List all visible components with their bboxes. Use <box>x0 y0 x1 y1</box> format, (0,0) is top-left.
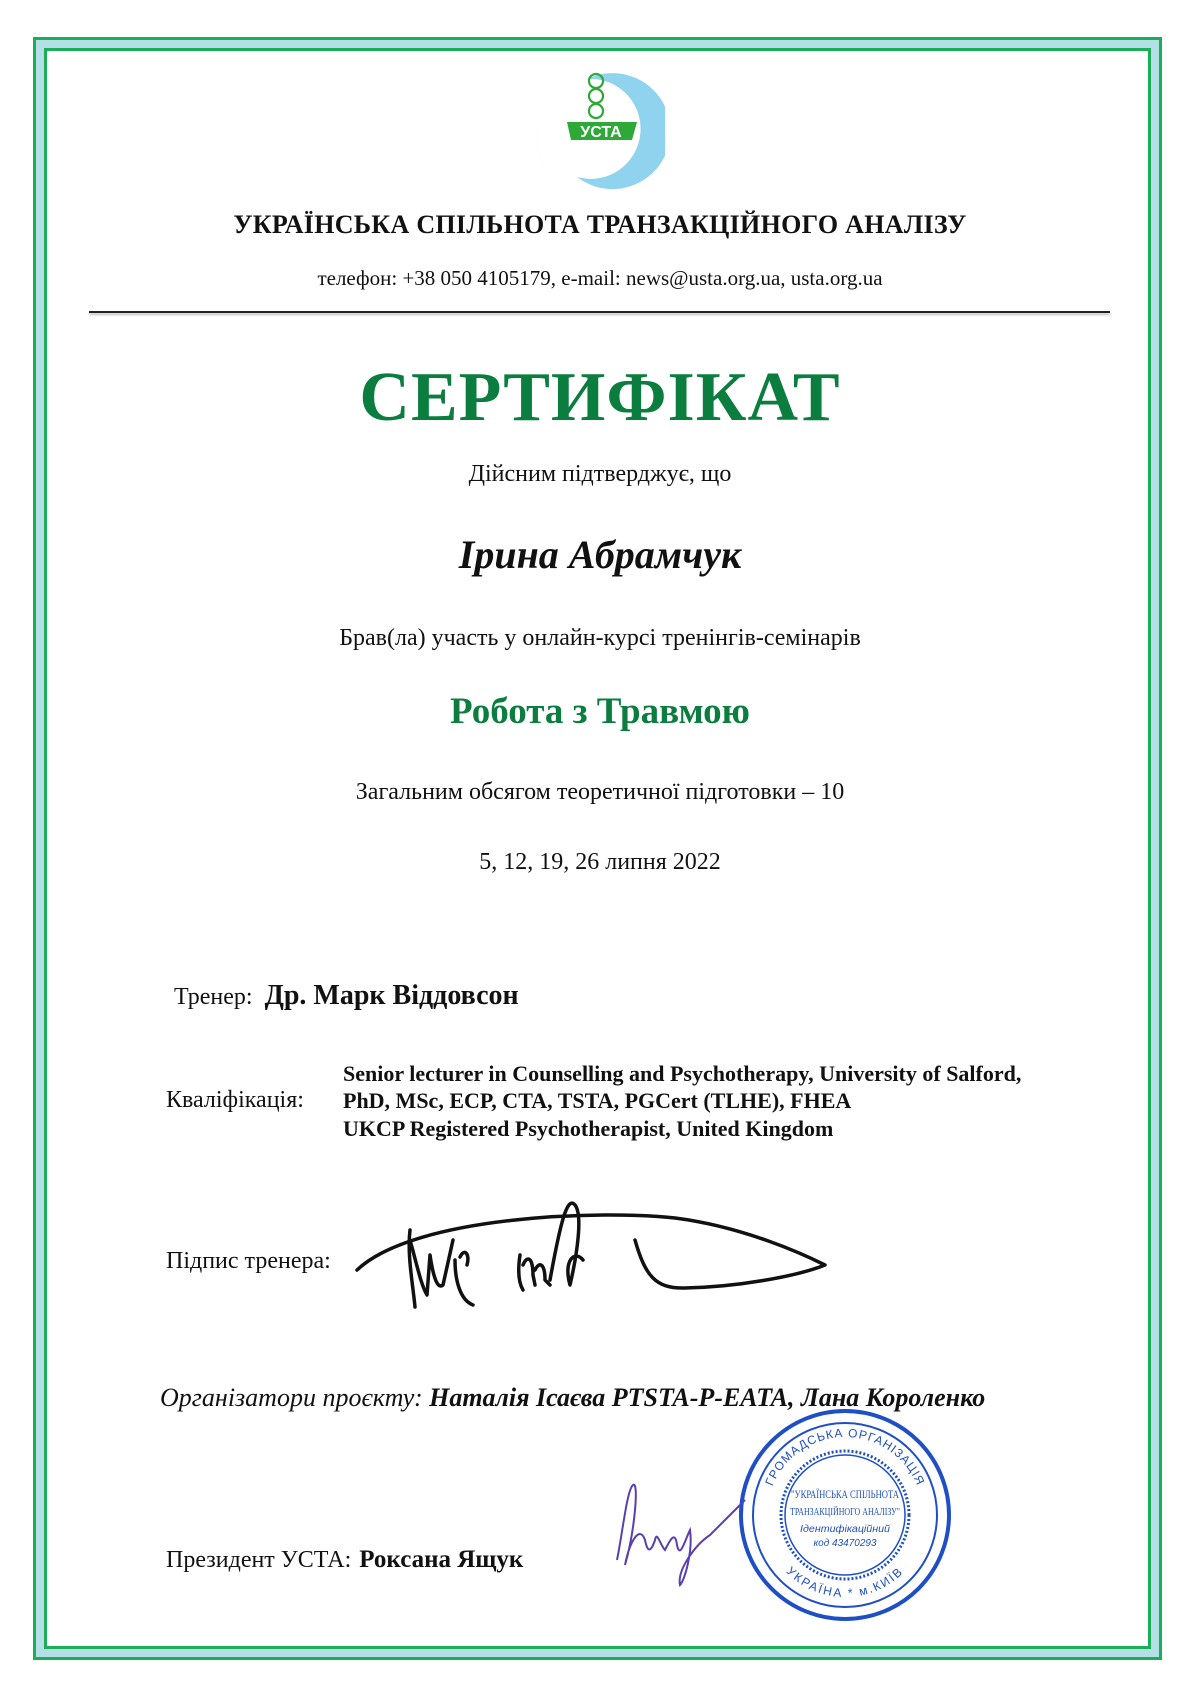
trainer-signature <box>355 1185 835 1315</box>
logo-text: УСТА <box>580 124 622 141</box>
president-row <box>166 1546 523 1574</box>
qualification-line: Senior lecturer in Counselling and Psychotherapy, University of Salford, <box>343 1061 1022 1086</box>
contact-info: телефон: +38 050 4105179, e-mail: news@usta.org.ua, usta.org.ua <box>317 266 883 290</box>
course-title: Робота з Травмою <box>450 691 750 732</box>
usta-logo <box>535 65 665 190</box>
trainer-row <box>174 980 519 1012</box>
qualification-line: UKCP Registered Psychotherapist, United Kingdom <box>343 1116 834 1141</box>
header-divider <box>89 311 1110 313</box>
trainer-name: Др. Марк Віддовсон <box>264 980 519 1011</box>
recipient-name: Ірина Абрамчук <box>458 532 742 577</box>
qualification-label: Кваліфікація: <box>166 1087 304 1113</box>
organizers-label: Організатори проєкту: <box>160 1383 423 1412</box>
org-name: УКРАЇНСЬКА СПІЛЬНОТА ТРАНЗАКЦІЙНОГО АНАЛІЗУ <box>233 210 967 239</box>
organizers-names: Наталія Ісаєва PTSTA-P-EATA, Лана Короленко <box>429 1383 986 1412</box>
trainer-label: Тренер: <box>174 984 253 1010</box>
president-name: Роксана Ящук <box>359 1546 524 1573</box>
certificate-title: СЕРТИФІКАТ <box>359 359 841 436</box>
participation-text: Брав(ла) участь у онлайн-курсі тренінгів-семінарів <box>339 625 861 651</box>
stamp-top-arc: ГРОМАДСЬКА ОРГАНІЗАЦІЯ <box>762 1425 928 1488</box>
stamp-line-2: ТРАНЗАКЦІЙНОГО АНАЛІЗУ" <box>790 1506 900 1518</box>
stamp-line-1: "УКРАЇНСЬКА СПІЛЬНОТА <box>791 1487 900 1501</box>
signature-label: Підпис тренера: <box>166 1248 331 1274</box>
dates-text: 5, 12, 19, 26 липня 2022 <box>479 849 721 875</box>
stamp-line-3: Ідентифікаційний <box>800 1524 885 1535</box>
stamp-line-4: код 43470293 <box>813 1538 877 1549</box>
stamp-bottom-arc: УКРАЇНА * м.КИЇВ <box>783 1563 907 1601</box>
organization-stamp <box>735 1405 955 1625</box>
svg-text:УКРАЇНА * м.КИЇВ <box>784 1564 906 1600</box>
president-label: Президент УСТА: <box>166 1547 352 1573</box>
volume-text: Загальним обсягом теоретичної підготовки – 10 <box>355 779 845 805</box>
president-signature <box>605 1470 755 1590</box>
svg-text:ГРОМАДСЬКА ОРГАНІЗАЦІЯ <box>762 1426 927 1488</box>
qualification-line: PhD, MSc, ECP, CTA, TSTA, PGCert (TLHE), FHEA <box>343 1088 852 1113</box>
confirms-text: Дійсним підтверджує, що <box>468 461 732 487</box>
